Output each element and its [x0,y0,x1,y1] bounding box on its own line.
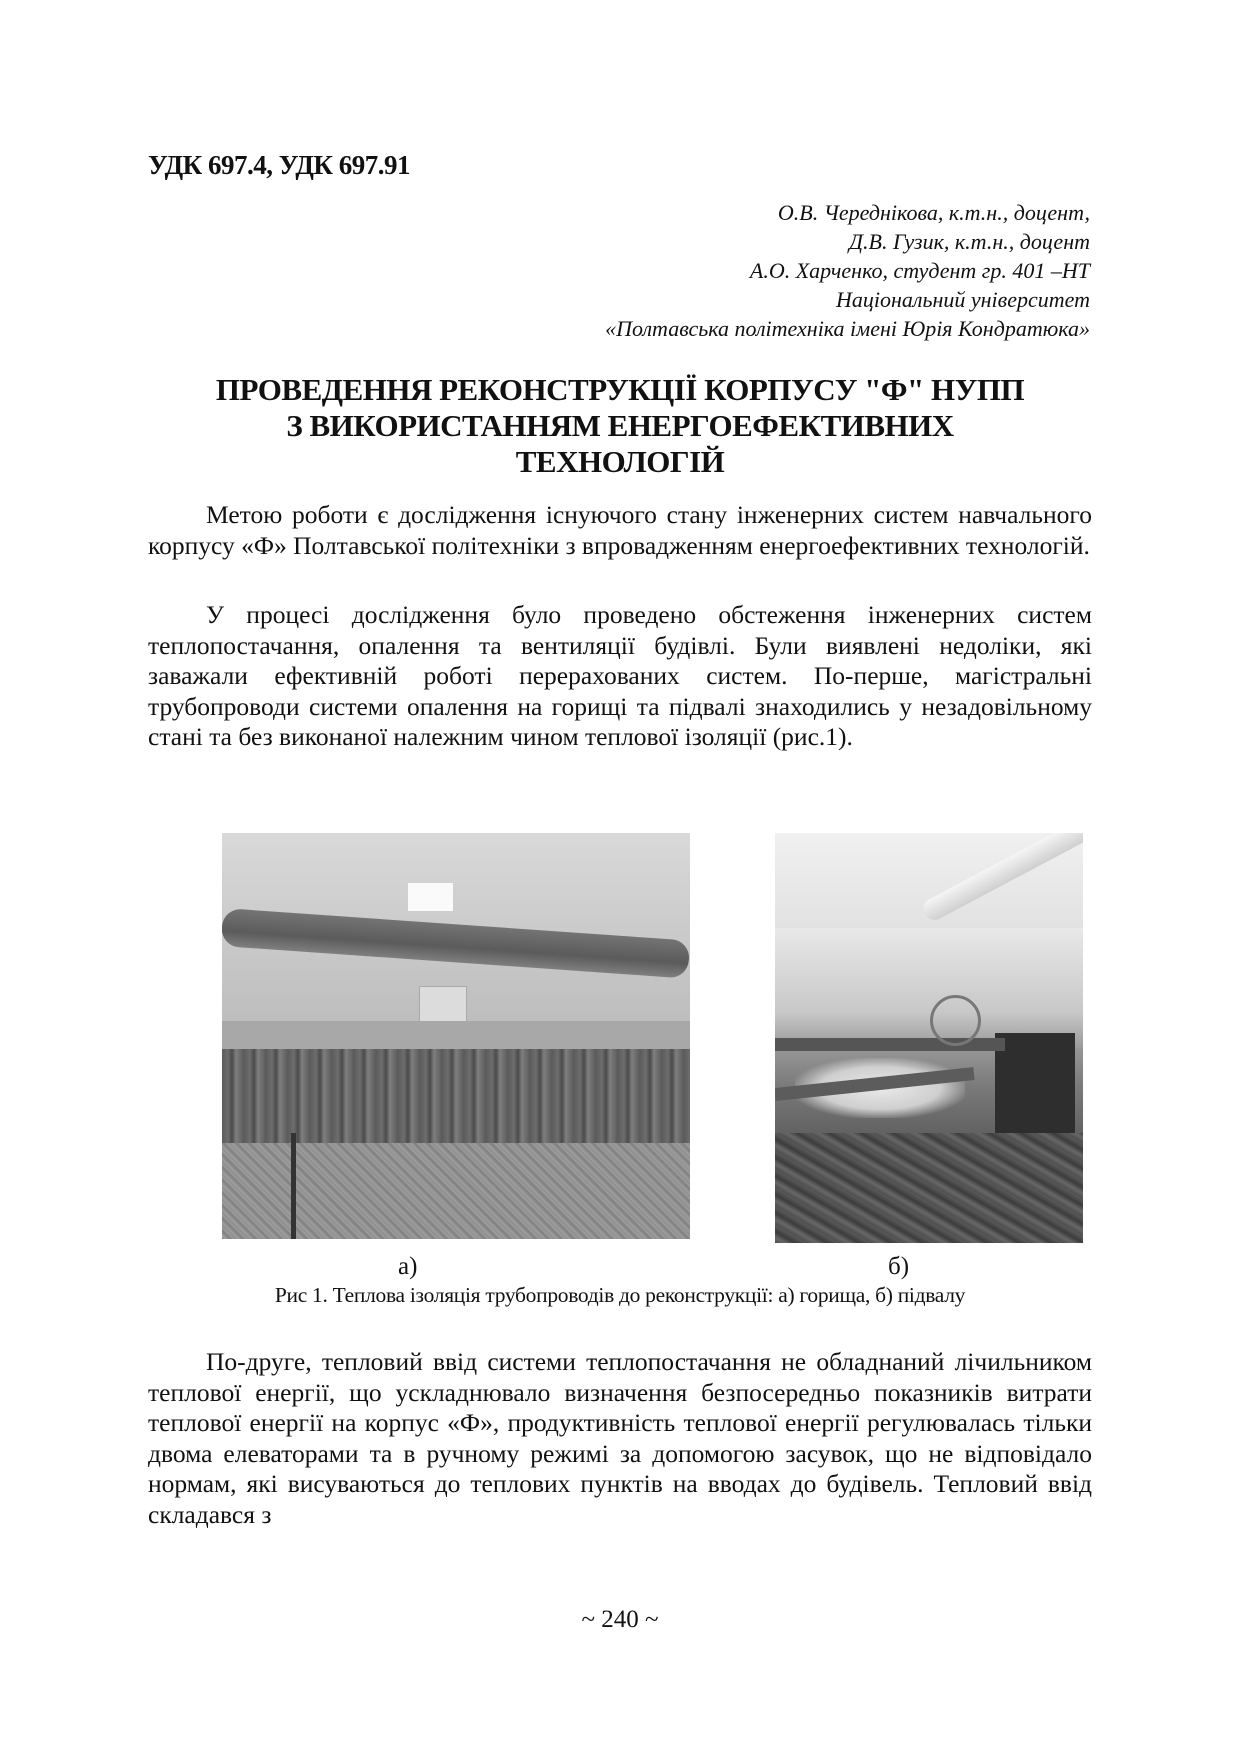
body-paragraph-2: У процесі дослідження було проведено обстеження інженерних систем теплопостачання, опалення та вентиляції будівлі. Були виявлені недоліки, які заважали ефективній роботі перерахованих систем. По-перше, магістральні трубопроводи системи опалення на горищі та підвалі знаходились у незадовільному стані та без виконаної належним чином теплової ізоляції (рис.1). [148,600,1092,751]
title-line-1: ПРОВЕДЕННЯ РЕКОНСТРУКЦІЇ КОРПУСУ "Ф" НУПП [215,372,1025,407]
author-2: Д.В. Гузик, к.т.н., доцент [849,229,1090,254]
photo-b-floor [775,1133,1083,1243]
photo-b-wall [775,928,1083,1048]
page-number: ~ 240 ~ [581,1606,659,1633]
author-block [605,198,1090,343]
figure-label-a: а) [398,1253,418,1280]
affiliation-line-2: «Полтавська політехніка імені Юрія Кондратюка» [605,316,1090,341]
body-paragraph-1-container [148,500,1092,561]
photo-a-window [408,883,453,911]
body-paragraph-3: По-друге, тепловий ввід системи теплопостачання не обладнаний лічильником теплової енергії, що ускладнювало визначення безпосередньо показників витрати теплової енергії на корпус «Ф», продуктивність теплової енергії регулювалась тільки двома елеваторами та в ручному режимі за допомогою засувок, що не відповідало нормам, які висуваються до теплових пунктів на вводах до будівель. Тепловий ввід складався з [148,1347,1092,1529]
title-line-3: ТЕХНОЛОГІЙ [515,444,725,479]
photo-a-rod [291,1133,296,1239]
udk-code: УДК 697.4, УДК 697.91 [148,150,410,180]
figure-label-b: б) [888,1253,910,1280]
photo-a-duct-top [222,1021,690,1049]
figure-caption: Рис 1. Теплова ізоляція трубопроводів до реконструкції: а) горища, б) підвалу [274,1283,966,1307]
photo-basement [775,833,1083,1243]
author-3: А.О. Харченко, студент гр. 401 –НТ [749,258,1090,283]
photo-attic [222,833,690,1239]
paper-title [148,372,1092,480]
affiliation-line-1: Національний університет [835,287,1090,312]
body-paragraph-1: Метою роботи є дослідження існуючого стану інженерних систем навчального корпусу «Ф» Полтавської політехніки з впровадженням енергоефективних технологій. [148,500,1092,560]
author-1: О.В. Череднікова, к.т.н., доцент, [777,200,1090,225]
photo-b-cable-coil [930,995,981,1046]
title-line-2: З ВИКОРИСТАННЯМ ЕНЕРГОЕФЕКТИВНИХ [286,408,954,443]
body-paragraph-2-container [148,600,1092,753]
body-paragraph-3-container [148,1347,1092,1530]
